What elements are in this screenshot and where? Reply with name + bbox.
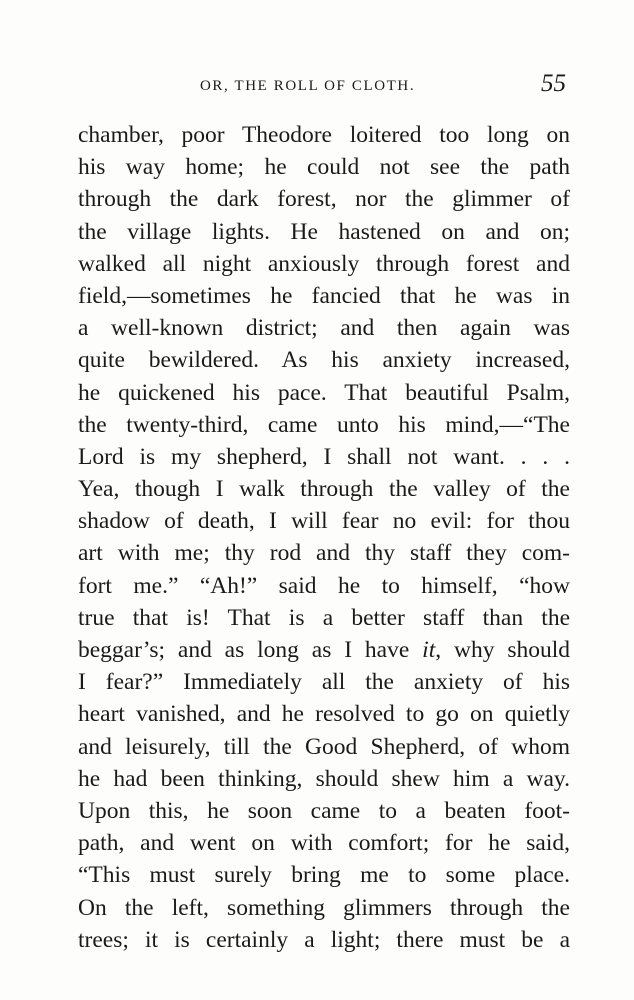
text-line: Upon this, he soon came to a beaten foot- [78, 797, 570, 824]
page-header [78, 70, 568, 110]
text-line: true that is! That is a better staff than the [78, 604, 570, 631]
text-line: path, and went on with comfort; for he said, [78, 830, 570, 857]
text-line: his way home; he could not see the path [78, 154, 570, 181]
running-head: OR, THE ROLL OF CLOTH. [200, 78, 416, 94]
text-line: “This must surely bring me to some place. [78, 862, 570, 889]
text-line: walked all night anxiously through forest and [78, 250, 570, 277]
text-line: art with me; thy rod and thy staff they com- [78, 540, 570, 567]
text-line: he had been thinking, should shew him a way. [78, 765, 570, 792]
text-line: heart vanished, and he resolved to go on quietly [78, 701, 570, 728]
text-line: On the left, something glimmers through the [78, 894, 570, 921]
text-line: Lord is my shepherd, I shall not want. . . . [78, 443, 570, 470]
text-line: trees; it is certainly a light; there must be a [78, 926, 570, 953]
text-line: a well-known district; and then again was [78, 315, 570, 342]
text-line: fort me.” “Ah!” said he to himself, “how [78, 572, 570, 599]
body-text [78, 119, 570, 956]
text-line: chamber, poor Theodore loitered too long on [78, 122, 570, 148]
page-number: 55 [541, 70, 566, 97]
text-line: and leisurely, till the Good Shepherd, of whom [78, 733, 570, 760]
text-line: quite bewildered. As his anxiety increased, [78, 347, 570, 374]
text-line: shadow of death, I will fear no evil: for thou [78, 508, 570, 535]
text-line: through the dark forest, nor the glimmer of [78, 186, 570, 213]
text-line: I fear?” Immediately all the anxiety of his [78, 669, 570, 696]
text-line: he quickened his pace. That beautiful Psalm, [78, 379, 570, 406]
text-line: the twenty-third, came unto his mind,—“The [78, 411, 570, 438]
text-line: the village lights. He hastened on and on; [78, 218, 570, 245]
text-line: field,—sometimes he fancied that he was in [78, 282, 570, 309]
text-line: Yea, though I walk through the valley of the [78, 476, 570, 503]
text-line: beggar’s; and as long as I have it, why should [78, 637, 570, 663]
